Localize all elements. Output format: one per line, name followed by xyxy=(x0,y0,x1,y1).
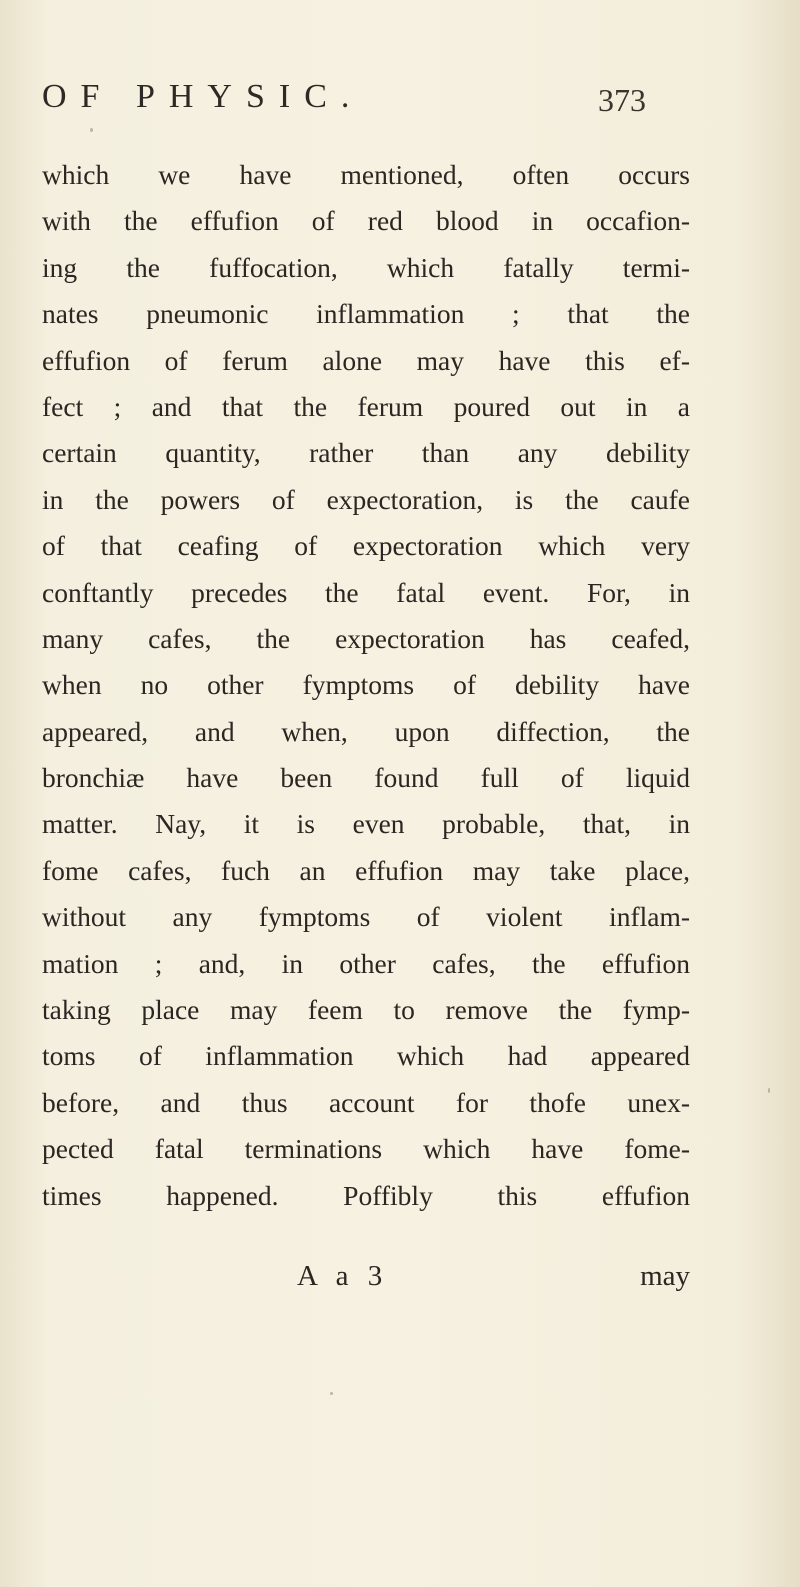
text-line: toms of inflammation which had appeared xyxy=(42,1040,690,1072)
text-line: fect ; and that the ferum poured out in a xyxy=(42,390,690,422)
text-line: ing the fuffocation, which fatally termi- xyxy=(42,251,690,283)
text-line: conftantly precedes the fatal event. For, in xyxy=(42,576,690,608)
text-line: of that ceafing of expectoration which very xyxy=(42,530,690,562)
text-line: without any fymptoms of violent inflam- xyxy=(42,901,690,933)
text-line: appeared, and when, upon diffection, the xyxy=(42,715,690,747)
text-line: bronchiæ have been found full of liquid xyxy=(42,762,690,794)
body-text xyxy=(42,152,690,1219)
text-line: when no other fymptoms of debility have xyxy=(42,669,690,701)
page-number: 373 xyxy=(598,82,646,118)
text-line: mation ; and, in other cafes, the effufion xyxy=(42,947,690,979)
text-line: effufion of ferum alone may have this ef- xyxy=(42,344,690,376)
text-line: many cafes, the expectoration has ceafed, xyxy=(42,622,690,654)
page-header xyxy=(42,74,722,124)
text-line: which we have mentioned, often occurs xyxy=(42,159,690,190)
signature-mark: A a 3 xyxy=(297,1260,389,1292)
text-line: pected fatal terminations which have fome- xyxy=(42,1133,690,1165)
text-line: fome cafes, fuch an effufion may take place, xyxy=(42,854,690,886)
text-line: in the powers of expectoration, is the caufe xyxy=(42,483,690,515)
paper-speck xyxy=(330,1392,333,1395)
catchword: may xyxy=(640,1260,690,1292)
paper-speck xyxy=(90,128,93,132)
text-line: with the effufion of red blood in occafion- xyxy=(42,205,690,237)
text-line: times happened. Poffibly this effufion xyxy=(42,1179,690,1211)
text-line: certain quantity, rather than any debility xyxy=(42,437,690,469)
text-line: matter. Nay, it is even probable, that, in xyxy=(42,808,690,840)
running-head: OF PHYSIC. xyxy=(42,78,364,115)
page-footer xyxy=(42,1260,690,1300)
paper-speck xyxy=(768,1088,770,1093)
text-line: taking place may feem to remove the fymp- xyxy=(42,994,690,1026)
text-line: nates pneumonic inflammation ; that the xyxy=(42,298,690,330)
text-line: before, and thus account for thofe unex- xyxy=(42,1086,690,1118)
